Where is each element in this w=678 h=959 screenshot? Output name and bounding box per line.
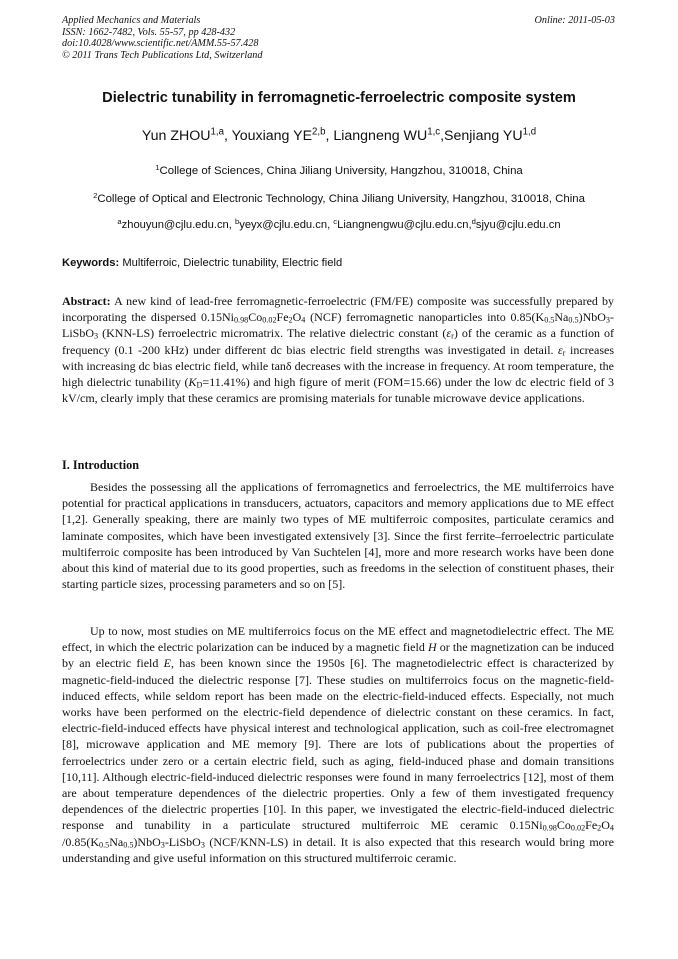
email-sup: c [333, 216, 338, 226]
section-heading: I. Introduction [62, 458, 139, 472]
author-name: Youxiang YE [231, 128, 313, 144]
author-separator: , [325, 128, 334, 144]
keywords-text: Multiferroic, Dielectric tunability, Electric field [122, 257, 343, 269]
formula-part: -LiSbO [164, 834, 201, 849]
affiliation-sup: 2 [93, 190, 98, 200]
affiliation-sup: 1 [155, 162, 160, 172]
formula-part: )NbO [133, 834, 161, 849]
formula-part: Fe [585, 818, 598, 833]
email-sup: b [234, 216, 240, 226]
intro-paragraph-1: Besides the possessing all the applications of ferromagnetics and ferroelectrics, the ME multiferroics have potential for practical applications in transducers, actuators, capacitors and memory applications due to ME effect [1,2]. Generally speaking, there are mainly two types of ME multiferroic composites, particulate ceramics and laminate composites, which have been investigated extensively [3]. Since the first ferrite–ferroelectric particulate multiferroic composite has been introduced by Van Suchtelen [4], more and more research works have been done about this kind of material due to its good properties, such as freedoms in the selection of constituent phases, their starting particle sizes, processing parameters and so on [5]. [62, 480, 614, 592]
abstract-text: (NCF) ferromagnetic nanoparticles into 0.85(K [305, 310, 545, 325]
abstract-text: A new kind of lead-free ferromagnetic-ferroelectric (FM/FE) composite was successfully prepared by incorporating the dispersed 0.15Ni [62, 294, 614, 325]
journal-name: Applied Mechanics and Materials [62, 15, 201, 26]
email-address[interactable]: zhouyun@cjlu.edu.cn, [121, 219, 235, 231]
subscript: 2 [597, 824, 602, 834]
author-separator: , [223, 128, 232, 144]
email-sup: d [471, 216, 476, 226]
formula-part: Co [556, 818, 571, 833]
subscript: 3 [94, 332, 99, 342]
copyright-line: © 2011 Trans Tech Publications Ltd, Switzerland [62, 49, 263, 61]
abstract-text: increases with increasing dc bias electric field, while tanδ decreases with the increase in frequency. At room temperature, the high dielectric tunability ( [62, 342, 614, 390]
symbol-e: E [163, 656, 171, 671]
paragraph-text: Up to now, most studies on ME multiferroics focus on the ME effect and magnetodielectric effect. The ME effect, in which the electric polarization can be induced by a magnetic field [62, 624, 614, 655]
formula-part: O [292, 310, 302, 325]
subscript: 0.5 [568, 315, 579, 325]
email-address[interactable]: yeyx@cjlu.edu.cn, [239, 219, 334, 231]
symbol-epsilon: ε [446, 326, 452, 341]
subscript: 3 [200, 840, 205, 850]
subscript: 0.98 [233, 315, 249, 325]
keywords-line [62, 257, 342, 269]
affiliation-text: College of Optical and Electronic Technology, China Jiliang University, Hangzhou, 310018, China [97, 193, 585, 205]
subscript: r [451, 332, 454, 342]
formula-part: O [601, 818, 610, 833]
affiliation-2 [0, 190, 678, 205]
author-sup: 1,c [427, 126, 441, 138]
email-list [0, 216, 678, 231]
subscript: D [196, 380, 203, 390]
paragraph-text: or the magnetization can be induced by an electric field [62, 640, 614, 671]
formula-part: Na [554, 310, 569, 325]
subscript: 4 [301, 315, 306, 325]
abstract [62, 293, 614, 406]
subscript: 3 [160, 840, 165, 850]
symbol-h: H [427, 640, 437, 655]
formula-part: Co [248, 310, 263, 325]
subscript: 2 [288, 315, 293, 325]
paragraph-text: , has been known since the 1950s [6]. The magnetodielectric effect is characterized by magnetic-field-induced the dielectric response [7]. These studies on multiferroics focus on the magnetic-field-induced effects, while seldom report has been made on the electric-field-induced effects. Especially, not much works have been performed on the electric-field dependence of dielectric constant on these ceramics. In fact, electric-field-induced effects have physical interest and technological application, such as coil-free electromagnet [8], microwave application and ME memory [9]. There are lots of publications about the properties of ferroelectrics under zero or a certain electric field, such as aging, field-induced phase and domain transitions [10,11]. Although electric-field-induced dielectric responses were found in many ferroelectrics [12], most of them are about temperature dependences of the dielectric properties. Only a few of them investigated frequency dependences of the dielectric properties [10]. In this paper, we investigated the electric-field-induced dielectric response and tunability in a particulate structured multiferroic ME ceramic 0.15Ni [62, 656, 614, 833]
subscript: r [562, 348, 566, 358]
online-date: Online: 2011-05-03 [534, 15, 615, 26]
formula-part: )NbO [578, 310, 606, 325]
affiliation-1 [0, 162, 678, 177]
email-address[interactable]: Liangnengwu@cjlu.edu.cn, [337, 219, 472, 231]
paragraph-text: (NCF/KNN-LS) in detail. It is also expected that this research would bring more understanding and give useful information on this structured multiferroic ceramic. [62, 834, 614, 865]
author-name: Liangneng WU [333, 128, 428, 144]
author-name: Yun ZHOU [141, 128, 211, 144]
author-list [0, 128, 678, 144]
subscript: 0.02 [262, 315, 277, 325]
formula-part: Fe [276, 310, 289, 325]
abstract-text: ) of the ceramic as a function of frequency (0.1 -200 kHz) under different dc bias electric field strengths was investigated in detail. [62, 326, 614, 357]
abstract-text: (KNN-LS) ferroelectric micromatrix. The relative dielectric constant ( [98, 326, 447, 341]
formula-part: Na [109, 834, 124, 849]
subscript: 0.5 [99, 840, 110, 850]
keywords-label: Keywords: [62, 257, 120, 269]
author-sup: 1,a [210, 126, 224, 138]
paper-title: Dielectric tunability in ferromagnetic-ferroelectric composite system [102, 90, 576, 106]
email-sup: a [117, 216, 122, 226]
subscript: 0.02 [570, 824, 586, 834]
subscript: 4 [609, 824, 614, 834]
subscript: 0.98 [542, 824, 557, 834]
symbol-k: K [188, 375, 197, 390]
paragraph-text: /0.85(K [62, 834, 99, 849]
abstract-label: Abstract: [62, 294, 111, 308]
author-sup: 2,b [312, 126, 326, 138]
author-separator: , [440, 128, 445, 144]
subscript: 3 [605, 315, 610, 325]
subscript: 0.5 [123, 840, 134, 850]
abstract-text: =11.41%) and high figure of merit (FOM=15.66) under the low dc electric field of 3 kV/cm, clearly imply that these ceramics are promising materials for tunable microwave device applications. [62, 375, 614, 406]
affiliation-text: College of Sciences, China Jiliang University, Hangzhou, 310018, China [159, 165, 523, 177]
email-address[interactable]: sjyu@cjlu.edu.cn [475, 219, 561, 231]
formula-part: -LiSbO [62, 310, 614, 341]
doi-line[interactable]: doi:10.4028/www.scientific.net/AMM.55-57.428 [62, 38, 259, 50]
symbol-epsilon: ε [558, 342, 563, 357]
issn-line: ISSN: 1662-7482, Vols. 55-57, pp 428-432 [62, 26, 236, 38]
subscript: 0.5 [544, 315, 555, 325]
author-sup: 1,d [522, 126, 537, 138]
journal-header [62, 15, 262, 61]
intro-paragraph-2 [62, 623, 614, 866]
author-name: Senjiang YU [444, 128, 523, 144]
